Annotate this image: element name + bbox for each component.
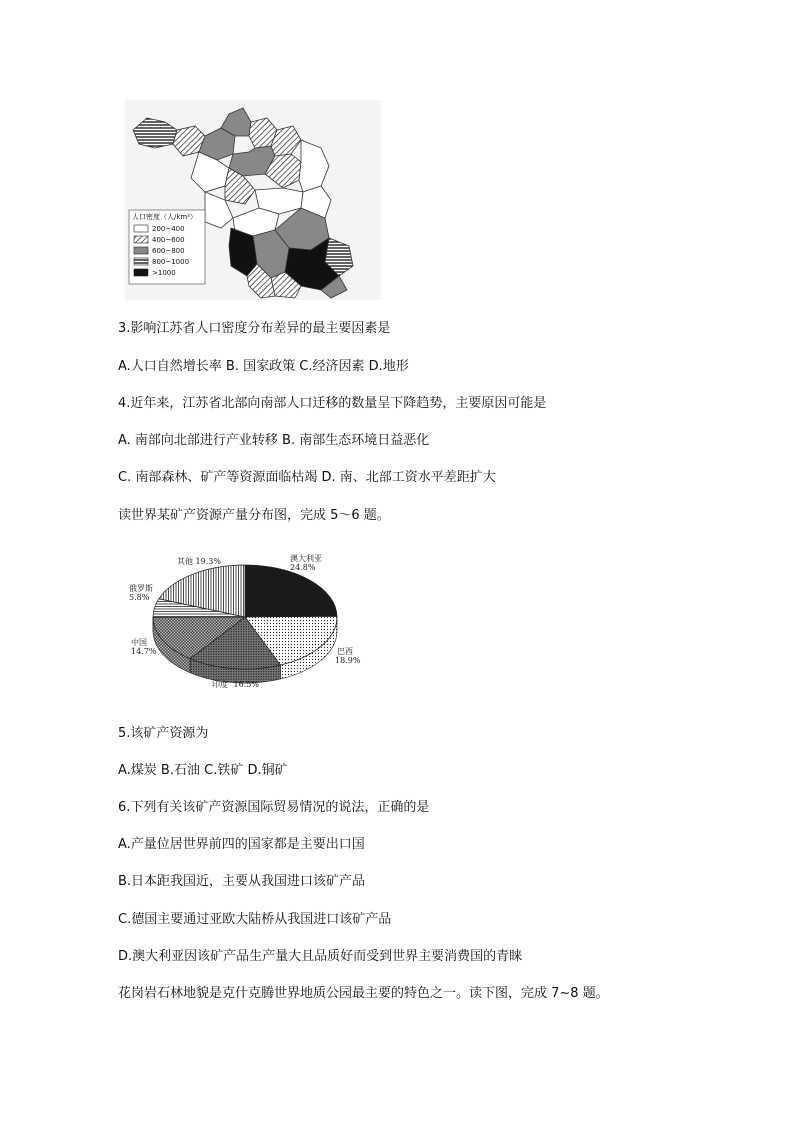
question-4-options-2: C. 南部森林、矿产等资源面临枯竭 D. 南、北部工资水平差距扩大 — [118, 470, 496, 485]
pie-label-india-name: 印度 — [212, 680, 228, 689]
legend-swatch — [134, 225, 148, 232]
pie-label-other: 其他 19.3% — [177, 557, 221, 566]
map-legend — [129, 210, 205, 284]
legend-label: 200~400 — [152, 225, 185, 233]
pie-label-russia-name: 俄罗斯 — [129, 584, 153, 593]
pie-label-india — [212, 679, 259, 689]
pie-slice-0 — [245, 565, 337, 617]
pie-label-brazil-name: 巴西 — [337, 647, 353, 656]
population-density-map — [125, 100, 381, 300]
question-5-options: A.煤炭 B.石油 C.铁矿 D.铜矿 — [118, 763, 288, 778]
pie-label-australia-name: 澳大利亚 — [290, 554, 322, 563]
question-5-stem: 5.该矿产资源为 — [118, 726, 209, 741]
pie-label-india-value: 16.5% — [233, 680, 259, 689]
legend-swatch — [134, 269, 148, 276]
question-6-stem: 6.下列有关该矿产资源国际贸易情况的说法，正确的是 — [118, 800, 430, 815]
legend-swatch — [134, 258, 148, 265]
legend-label: 400~600 — [152, 236, 185, 244]
pie-label-brazil-value: 18.9% — [335, 656, 361, 665]
legend-swatch — [134, 247, 148, 254]
pie-label-china-value: 14.7% — [131, 647, 157, 656]
legend-label: >1000 — [152, 269, 176, 277]
legend-label: 600~800 — [152, 247, 185, 255]
pie-label-china-name: 中国 — [131, 638, 147, 647]
question-6-option-d: D.澳大利亚因该矿产品生产量大且品质好而受到世界主要消费国的青睐 — [118, 949, 523, 964]
question-3-stem: 3.影响江苏省人口密度分布差异的最主要因素是 — [118, 321, 391, 336]
legend-swatch — [134, 236, 148, 243]
pie-svg — [125, 553, 365, 693]
question-4-stem: 4.近年来，江苏省北部向南部人口迁移的数量呈下降趋势，主要原因可能是 — [118, 396, 547, 411]
intro-7-8: 花岗岩石林地貌是克什克腾世界地质公园最主要的特色之一。读下图，完成 7~8 题。 — [118, 986, 609, 1001]
question-6-option-b: B.日本距我国近，主要从我国进口该矿产品 — [118, 874, 366, 889]
pie-label-australia-value: 24.8% — [290, 563, 316, 572]
question-6-option-c: C.德国主要通过亚欧大陆桥从我国进口该矿产品 — [118, 912, 392, 927]
question-3-options: A.人口自然增长率 B. 国家政策 C.经济因素 D.地形 — [118, 359, 409, 374]
pie-slices — [153, 565, 337, 669]
question-4-options-1: A. 南部向北部进行产业转移 B. 南部生态环境日益恶化 — [118, 433, 430, 448]
map-legend-title: 人口密度（人/km²） — [132, 213, 198, 221]
question-6-option-a: A.产量位居世界前四的国家都是主要出口国 — [118, 837, 365, 852]
legend-label: 800~1000 — [152, 258, 190, 266]
map-svg — [125, 100, 381, 300]
pie-chart — [125, 553, 365, 693]
intro-5-6: 读世界某矿产资源产量分布图，完成 5～6 题。 — [118, 508, 390, 523]
pie-label-russia-value: 5.8% — [129, 593, 150, 602]
